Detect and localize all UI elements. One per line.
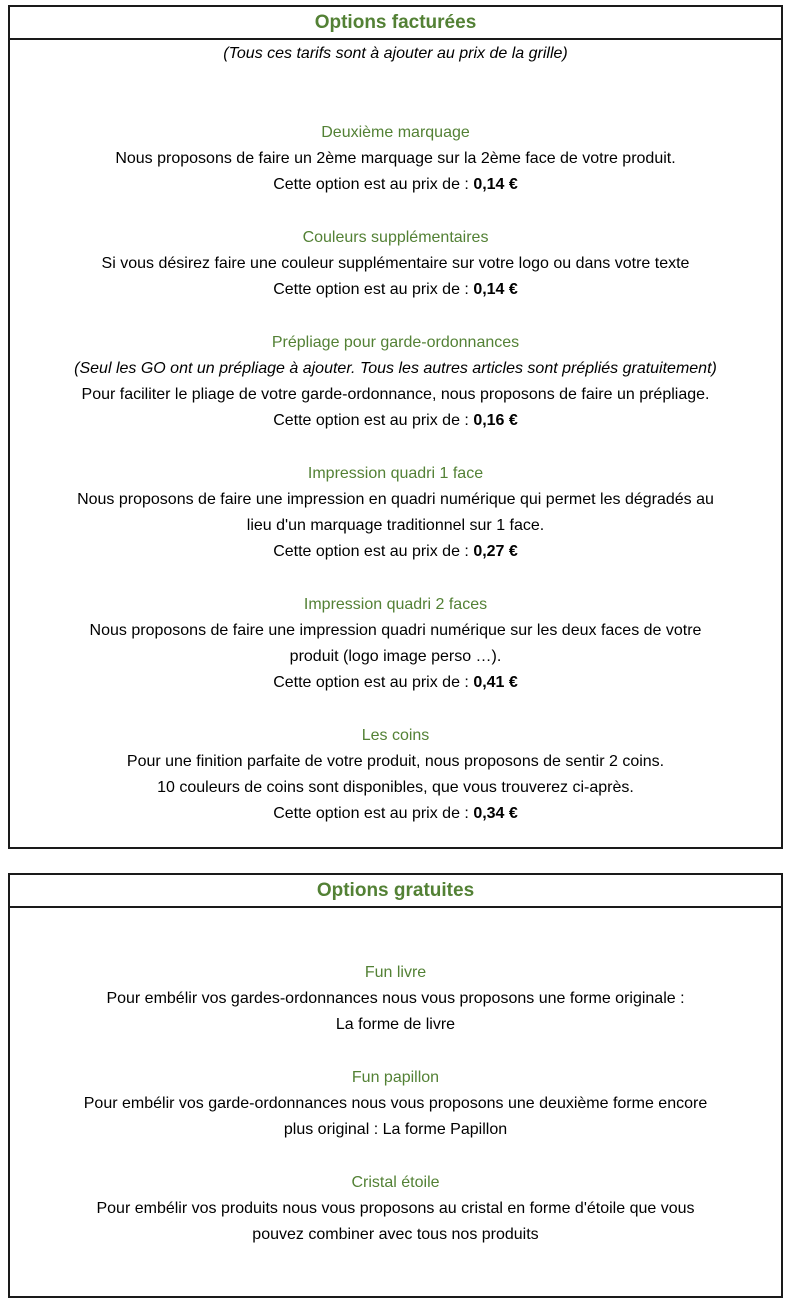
price-value: 0,34 € — [473, 805, 518, 822]
option-section — [10, 1065, 781, 1143]
option-section — [10, 1170, 781, 1248]
price-label: Cette option est au prix de : — [273, 176, 474, 193]
free-options-title: Options gratuites — [10, 875, 781, 908]
option-heading: Les coins — [361, 727, 430, 744]
option-heading: Couleurs supplémentaires — [302, 229, 489, 246]
option-heading: Deuxième marquage — [321, 124, 470, 141]
billed-options-subtitle: (Tous ces tarifs sont à ajouter au prix de la grille) — [223, 45, 568, 62]
price-value: 0,16 € — [473, 412, 518, 429]
option-description: La forme de livre — [335, 1016, 456, 1033]
option-description: Nous proposons de faire une impression quadri numérique sur les deux faces de votre — [89, 622, 702, 639]
option-section — [10, 225, 781, 303]
option-description: pouvez combiner avec tous nos produits — [252, 1226, 539, 1243]
billed-options-box — [8, 5, 783, 849]
option-description: lieu d'un marquage traditionnel sur 1 face. — [246, 517, 545, 534]
option-heading: Fun livre — [364, 964, 427, 981]
option-price-line — [10, 408, 781, 434]
price-label: Cette option est au prix de : — [273, 412, 474, 429]
option-description: Nous proposons de faire un 2ème marquage sur la 2ème face de votre produit. — [115, 150, 676, 167]
option-description: Pour embélir vos garde-ordonnances nous vous proposons une deuxième forme encore — [83, 1095, 708, 1112]
option-heading: Impression quadri 1 face — [307, 465, 484, 482]
billed-options-title: Options facturées — [10, 7, 781, 40]
option-description: plus original : La forme Papillon — [283, 1121, 508, 1138]
option-section — [10, 330, 781, 434]
option-heading: Impression quadri 2 faces — [303, 596, 488, 613]
price-value: 0,14 € — [473, 281, 518, 298]
option-price-line — [10, 801, 781, 827]
free-options-box — [8, 873, 783, 1298]
option-section — [10, 120, 781, 198]
option-price-line — [10, 670, 781, 696]
option-description: Pour une finition parfaite de votre produit, nous proposons de sentir 2 coins. — [126, 753, 665, 770]
price-value: 0,27 € — [473, 543, 518, 560]
option-section — [10, 592, 781, 696]
price-label: Cette option est au prix de : — [273, 674, 474, 691]
option-price-line — [10, 539, 781, 565]
price-label: Cette option est au prix de : — [273, 543, 474, 560]
price-label: Cette option est au prix de : — [273, 281, 474, 298]
option-description: Si vous désirez faire une couleur supplémentaire sur votre logo ou dans votre texte — [101, 255, 690, 272]
option-heading: Fun papillon — [351, 1069, 440, 1086]
option-price-line — [10, 277, 781, 303]
option-heading: Prépliage pour garde-ordonnances — [271, 334, 520, 351]
option-price-line — [10, 172, 781, 198]
price-value: 0,14 € — [473, 176, 518, 193]
option-section — [10, 960, 781, 1038]
option-description: 10 couleurs de coins sont disponibles, que vous trouverez ci-après. — [157, 779, 634, 796]
option-description: produit (logo image perso …). — [289, 648, 502, 665]
option-description: Pour embélir vos produits nous vous proposons au cristal en forme d'étoile que vous — [96, 1200, 695, 1217]
free-options-list — [10, 908, 781, 1248]
price-value: 0,41 € — [473, 674, 518, 691]
billed-options-list — [10, 64, 781, 827]
option-description: Nous proposons de faire une impression en quadri numérique qui permet les dégradés au — [77, 491, 714, 508]
option-heading: Cristal étoile — [351, 1174, 440, 1191]
option-section — [10, 723, 781, 827]
price-label: Cette option est au prix de : — [273, 805, 474, 822]
option-description: Pour faciliter le pliage de votre garde-ordonnance, nous proposons de faire un prépliage. — [81, 386, 710, 403]
option-description: Pour embélir vos gardes-ordonnances nous vous proposons une forme originale : — [106, 990, 685, 1007]
option-note: (Seul les GO ont un prépliage à ajouter. Tous les autres articles sont prépliés gratuitement) — [74, 360, 717, 377]
option-section — [10, 461, 781, 565]
